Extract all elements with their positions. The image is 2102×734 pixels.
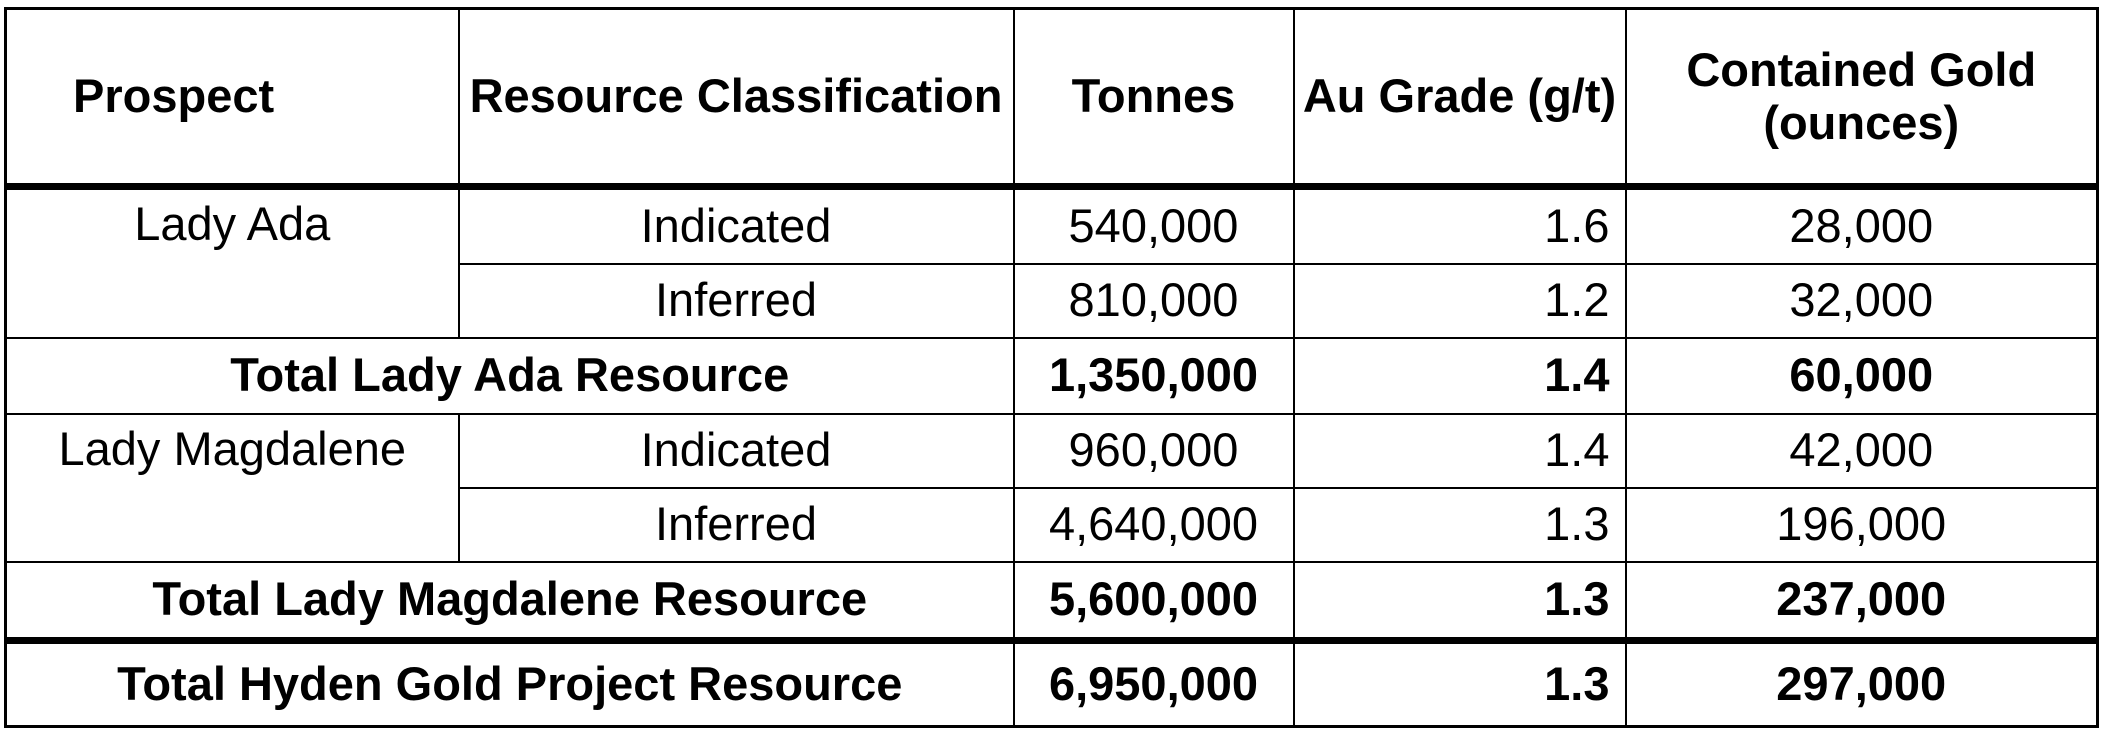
grand-total-row (6, 640, 2098, 726)
table-row (6, 187, 2098, 264)
header-prospect: Prospect (6, 9, 459, 187)
classification-cell: Inferred (459, 264, 1014, 338)
total-grade: 1.3 (1294, 562, 1626, 641)
gold-cell: 32,000 (1626, 264, 2098, 338)
total-row (6, 338, 2098, 414)
grade-cell: 1.3 (1294, 488, 1626, 562)
prospect-cell: Lady Magdalene (6, 414, 459, 562)
resource-table (4, 7, 2099, 728)
tonnes-cell: 4,640,000 (1014, 488, 1294, 562)
header-grade: Au Grade (g/t) (1294, 9, 1626, 187)
grand-total-gold: 297,000 (1626, 640, 2098, 726)
grade-cell: 1.4 (1294, 414, 1626, 488)
prospect-cell: Lady Ada (6, 187, 459, 338)
classification-cell: Indicated (459, 187, 1014, 264)
total-gold: 60,000 (1626, 338, 2098, 414)
total-grade: 1.4 (1294, 338, 1626, 414)
classification-cell: Indicated (459, 414, 1014, 488)
grade-cell: 1.6 (1294, 187, 1626, 264)
header-row (6, 9, 2098, 187)
gold-cell: 42,000 (1626, 414, 2098, 488)
total-label: Total Lady Magdalene Resource (6, 562, 1014, 641)
tonnes-cell: 810,000 (1014, 264, 1294, 338)
total-gold: 237,000 (1626, 562, 2098, 641)
classification-cell: Inferred (459, 488, 1014, 562)
tonnes-cell: 960,000 (1014, 414, 1294, 488)
total-row (6, 562, 2098, 641)
grand-total-tonnes: 6,950,000 (1014, 640, 1294, 726)
header-gold: Contained Gold (ounces) (1626, 9, 2098, 187)
grand-total-label: Total Hyden Gold Project Resource (6, 640, 1014, 726)
grade-cell: 1.2 (1294, 264, 1626, 338)
header-classification: Resource Classification (459, 9, 1014, 187)
total-label: Total Lady Ada Resource (6, 338, 1014, 414)
tonnes-cell: 540,000 (1014, 187, 1294, 264)
total-tonnes: 5,600,000 (1014, 562, 1294, 641)
grand-total-grade: 1.3 (1294, 640, 1626, 726)
table-row (6, 414, 2098, 488)
gold-cell: 28,000 (1626, 187, 2098, 264)
total-tonnes: 1,350,000 (1014, 338, 1294, 414)
header-tonnes: Tonnes (1014, 9, 1294, 187)
gold-cell: 196,000 (1626, 488, 2098, 562)
